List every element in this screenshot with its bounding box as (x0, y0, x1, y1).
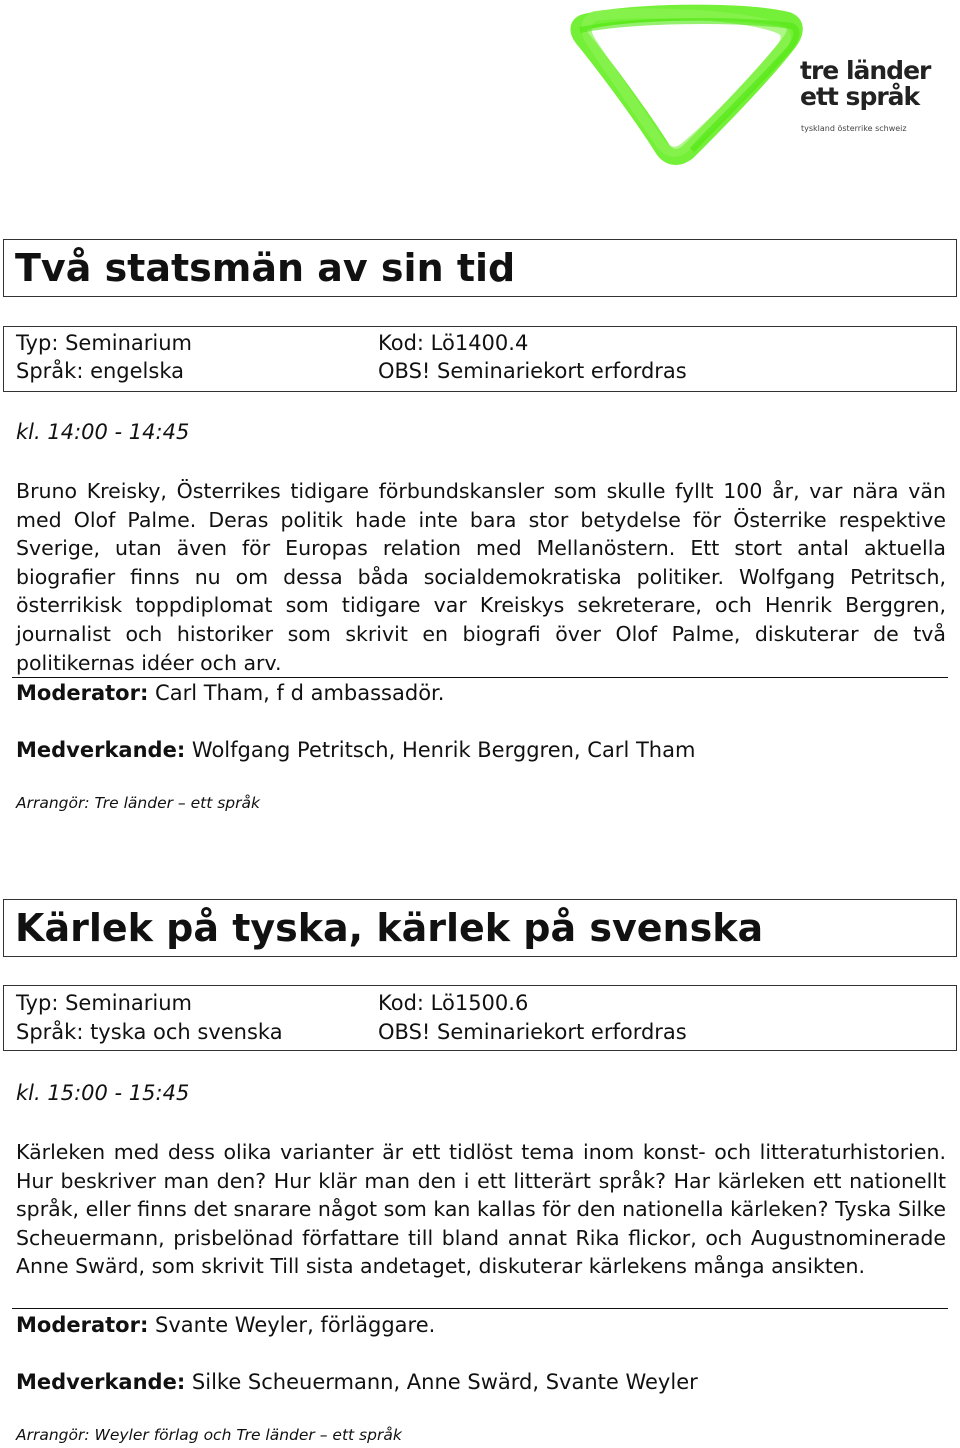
organizer: Arrangör: Tre länder – ett språk (16, 794, 260, 812)
moderator-name: Svante Weyler, förläggare. (148, 1313, 436, 1337)
logo-subline: tyskland österrike schweiz (801, 124, 907, 133)
moderator-label: Moderator: (16, 1313, 149, 1337)
logo-text-line1: tre länder (800, 56, 931, 85)
event-type: Typ: Seminarium (16, 331, 193, 355)
divider (12, 677, 948, 678)
event-title: Kärlek på tyska, kärlek på svenska (15, 906, 764, 950)
logo-text-line2: ett språk (800, 82, 920, 111)
participants-label: Medverkande: (16, 738, 186, 762)
moderator-label: Moderator: (16, 681, 149, 705)
event-description: Kärleken med dess olika varianter är ett tidlöst tema inom konst- och litteraturhistorien. Hur beskriver man den? Hur klär man den i ett litterärt språk? Har kärleken ett nationellt språk, eller finns det snarare något som kan kallas för den nationella kärleken? Tyska Silke Scheuermann, prisbelönad författare till bland annat Rika flickor, och Augustnominerade Anne Swärd, som skrivit Till sista andetaget, diskuterar kärlekens många ansikten. (16, 1140, 946, 1279)
moderator-line (16, 1313, 435, 1337)
event-language: Språk: tyska och svenska (16, 1020, 283, 1044)
participants-line (16, 738, 695, 762)
event-time: kl. 14:00 - 14:45 (16, 420, 190, 444)
event-type: Typ: Seminarium (16, 991, 193, 1015)
event-notice: OBS! Seminariekort erfordras (378, 359, 687, 383)
moderator-name: Carl Tham, f d ambassadör. (148, 681, 445, 705)
event-notice: OBS! Seminariekort erfordras (378, 1020, 687, 1044)
event-title: Två statsmän av sin tid (15, 246, 516, 290)
moderator-line (16, 681, 444, 705)
participants-names: Silke Scheuermann, Anne Swärd, Svante Weyler (185, 1370, 698, 1394)
participants-label: Medverkande: (16, 1370, 186, 1394)
participants-names: Wolfgang Petritsch, Henrik Berggren, Carl Tham (185, 738, 696, 762)
organizer: Arrangör: Weyler förlag och Tre länder – ett språk (16, 1426, 402, 1444)
participants-line (16, 1370, 698, 1394)
event-time: kl. 15:00 - 15:45 (16, 1081, 190, 1105)
event-code: Kod: Lö1400.4 (378, 331, 529, 355)
event-description: Bruno Kreisky, Österrikes tidigare förbundskansler som skulle fyllt 100 år, var nära vän med Olof Palme. Deras politik hade inte bara stor betydelse för Österrike respektive Sverige, utan även för Europas relation med Mellanöstern. Ett stort antal aktuella biografier finns nu om dessa båda socialdemokratiska politiker. Wolfgang Petritsch, österrikisk toppdiplomat som tidigare var Kreiskys sekreterare, och Henrik Berggren, journalist och historiker som skrivit en biografi över Olof Palme, diskuterar de två politikernas idéer och arv. (16, 479, 946, 675)
divider (12, 1308, 948, 1309)
event-language: Språk: engelska (16, 359, 184, 383)
event-code: Kod: Lö1500.6 (378, 991, 529, 1015)
